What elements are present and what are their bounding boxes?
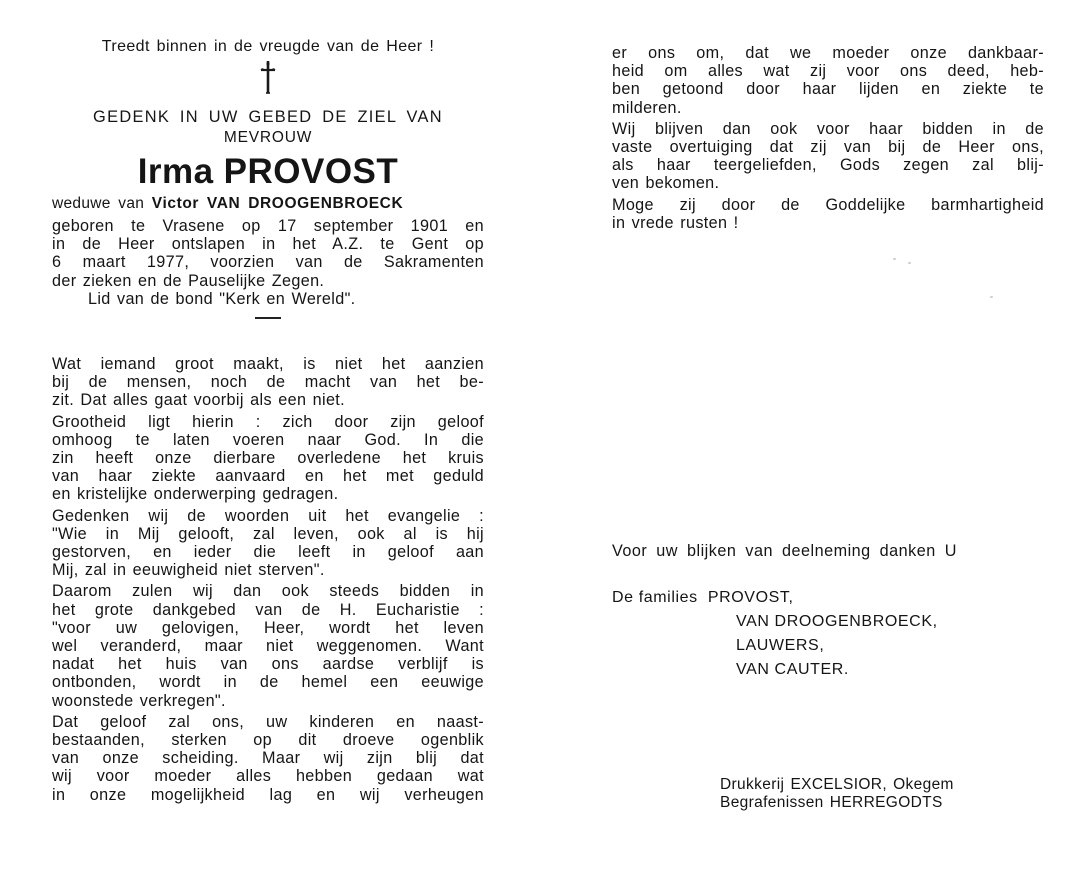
body-line: van haar ziekte aanvaard en het met geduld — [52, 467, 484, 486]
body-line: er ons om, dat we moeder onze dankbaar- — [612, 44, 1044, 62]
body-line: Wat iemand groot maakt, is niet het aanzien — [52, 355, 484, 374]
family-row — [612, 634, 1044, 658]
body-line: het grote dankgebed van de H. Eucharistie : — [52, 600, 484, 619]
families-block — [612, 586, 1044, 682]
body-line: ben getoond door haar lijden en ziekte te — [612, 80, 1044, 99]
family-name: PROVOST, — [707, 589, 794, 607]
body-line: Moge zij door de Goddelijke barmhartigheid — [612, 195, 1044, 214]
right-column — [612, 44, 1044, 682]
body-line: gestorven, en ieder die leeft in geloof aan — [52, 543, 484, 562]
body-paragraph — [52, 355, 484, 410]
families-prefix: De families — [612, 589, 698, 607]
bio-line: in de Heer ontslapen in het A.Z. te Gent op — [52, 235, 484, 254]
body-line: "voor uw gelovigen, Heer, wordt het leven — [52, 618, 484, 637]
widow-line — [52, 195, 484, 213]
body-line: milderen. — [612, 98, 682, 117]
printer-credit — [720, 776, 954, 812]
body-line: wel veranderd, maar niet weggenomen. Want — [52, 637, 484, 656]
bio-line: der zieken en de Pauselijke Zegen. — [52, 271, 325, 290]
deceased-name — [52, 153, 484, 191]
body-line: in vrede rusten ! — [612, 213, 739, 232]
body-paragraph — [612, 196, 1044, 232]
paper-speck — [908, 262, 911, 264]
member-line: Lid van de bond "Kerk en Wereld". — [88, 289, 356, 308]
title-mevrouw: MEVROUW — [223, 129, 313, 146]
body-line: bestaanden, sterken op dit droeve ogenblik — [52, 731, 484, 750]
body-paragraph — [52, 413, 484, 504]
body-paragraph — [612, 44, 1044, 117]
husband-name: Victor VAN DROOGENBROECK — [151, 195, 404, 212]
bio-line: geboren te Vrasene op 17 september 1901 en — [52, 217, 484, 235]
body-line: "Wie in Mij gelooft, zal leven, ook al is hij — [52, 524, 484, 543]
body-line: omhoog te laten voeren naar God. In die — [52, 430, 484, 449]
body-line: Mij, zal in eeuwigheid niet sterven". — [52, 561, 325, 580]
left-column — [52, 36, 484, 804]
bio-block — [52, 217, 484, 308]
body-line: heid om alles wat zij voor ons deed, heb- — [612, 62, 1044, 81]
paper-speck — [990, 296, 993, 298]
printer-line: Drukkerij EXCELSIOR, Okegem — [720, 776, 954, 793]
body-line: van onze scheiding. Maar wij zijn blij dat — [52, 749, 484, 768]
body-paragraph — [52, 582, 484, 709]
family-name: LAUWERS, — [736, 637, 825, 655]
body-line: ontbonden, wordt in de hemel een eeuwige — [52, 673, 484, 692]
thanks-line: Voor uw blijken van deelneming danken U — [612, 542, 957, 561]
body-line: nadat het huis van ons aardse verblijf is — [52, 655, 484, 674]
family-name: VAN CAUTER. — [736, 661, 849, 679]
paper-speck — [893, 258, 896, 260]
body-line: woonstede verkregen". — [52, 691, 226, 710]
body-paragraph — [52, 507, 484, 580]
body-line: ven bekomen. — [612, 174, 720, 193]
body-line: als haar teergeliefden, Gods zegen zal blij- — [612, 156, 1044, 175]
bio-line: 6 maart 1977, voorzien van de Sakramenten — [52, 253, 484, 272]
printer-line: Begrafenissen HERREGODTS — [720, 794, 943, 812]
body-line: en kristelijke onderwerping gedragen. — [52, 485, 339, 504]
opening-line: Treedt binnen in de vreugde van de Heer ! — [101, 38, 435, 55]
separator-dash — [255, 310, 281, 324]
body-line: bij de mensen, noch de macht van het be- — [52, 373, 484, 392]
family-row — [612, 610, 1044, 634]
body-line: Grootheid ligt hierin : zich door zijn geloof — [52, 412, 484, 431]
last-name: PROVOST — [223, 152, 399, 191]
body-line: Dat geloof zal ons, uw kinderen en naast- — [52, 712, 484, 731]
family-name: VAN DROOGENBROECK, — [736, 613, 938, 631]
body-paragraph — [52, 713, 484, 804]
body-line: in onze mogelijkheid lag en wij verheugen — [52, 785, 484, 804]
body-line: Gedenken wij de woorden uit het evangelie : — [52, 506, 484, 525]
family-row — [612, 586, 1044, 610]
body-line: Wij blijven dan ook voor haar bidden in de — [612, 119, 1044, 138]
body-line: vaste overtuiging dat zij van bij de Heer ons, — [612, 138, 1044, 157]
body-line: Daarom zulen wij dan ook steeds bidden in — [52, 582, 484, 601]
widow-prefix: weduwe van — [52, 195, 145, 212]
body-paragraph — [612, 120, 1044, 193]
body-line: zin heeft onze dierbare overledene het kruis — [52, 449, 484, 468]
body-line: zit. Dat alles gaat voorbij als een niet. — [52, 391, 345, 410]
family-row — [612, 658, 1044, 682]
first-name: Irma — [137, 152, 214, 191]
gedenk-heading: GEDENK IN UW GEBED DE ZIEL VAN — [93, 108, 443, 126]
cross-icon — [258, 60, 278, 94]
body-line: wij voor moeder alles hebben gedaan wat — [52, 767, 484, 786]
